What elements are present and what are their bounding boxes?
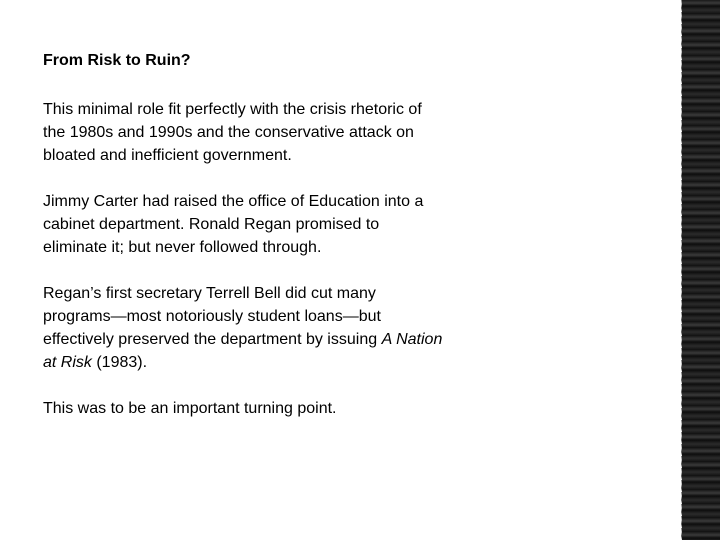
paragraph-4: This was to be an important turning point.	[43, 400, 337, 417]
paragraph-3-italic-title: A Nation at Risk	[43, 331, 443, 371]
paragraph-3-text: Regan’s first secretary Terrell Bell did cut many programs—most notoriously student loans—but effectively preserved the department by issuing	[43, 285, 382, 348]
paragraph-2: Jimmy Carter had raised the office of Education into a cabinet department. Ronald Regan promised to eliminate it; but never followed through.	[43, 193, 424, 256]
paragraph-1: This minimal role fit perfectly with the crisis rhetoric of the 1980s and 1990s and the conservative attack on bloated and inefficient government.	[43, 101, 422, 164]
slide-content	[43, 50, 443, 420]
paragraph-3	[43, 282, 443, 374]
slide-title: From Risk to Ruin?	[43, 52, 191, 69]
decorative-edge-border	[682, 0, 720, 540]
paragraph-3-text-end: (1983).	[91, 354, 148, 371]
